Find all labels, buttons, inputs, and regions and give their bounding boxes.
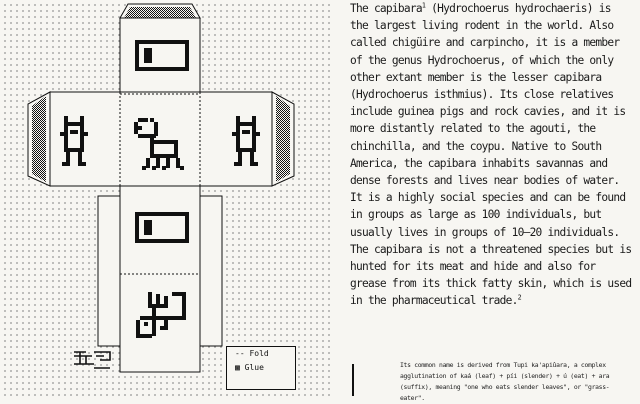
legend-fold-label: Fold	[249, 349, 269, 358]
glue-tab-top	[120, 4, 200, 18]
endnote-ref: 2	[517, 293, 521, 302]
glue-tab-side-right	[200, 196, 222, 346]
hatch-swatch-icon: ▩	[235, 363, 240, 372]
glue-tab-right	[272, 92, 294, 186]
article-text	[350, 0, 632, 310]
footnote-marker-bar	[352, 364, 354, 396]
legend	[226, 346, 296, 390]
glue-tab-side-left	[98, 196, 120, 346]
logo-glyph-icon	[74, 352, 110, 368]
article-body: (Hydrochoerus hydrochaeris) is the largest living rodent in the world. Also called chigüire and carpincho, it is a member of the genus Hydrochoerus, of which the only other extant member is the lesser capibara (Hydrochoerus isthmius). Its close relatives include guinea pigs and rock cavies, and it is more distantly related to the agouti, the chinchilla, and the coypu. Native to South America, the capibara inhabits savannas and dense forests and lives near bodies of water. It is a highly social species and can be found in groups as large as 100 individuals, but usually lives in groups of 10–20 individuals. The capibara is not a threatened species but is hunted for its meat and hide and also for grease from its thick fatty skin, which is used in the pharmaceutical trade.	[350, 2, 632, 308]
glue-tab-left	[28, 92, 50, 186]
footnote: Its common name is derived from Tupi ka'apiûara, a complex agglutination of kaá (leaf) + píi (slender) + ú (eat) + ara (suffix), meaning "one who eats slender leaves", or "grass-eater".	[400, 361, 610, 402]
fold-line-icon: --	[235, 349, 245, 358]
legend-glue	[227, 361, 295, 375]
legend-fold	[227, 347, 295, 361]
legend-glue-label: Glue	[244, 363, 264, 372]
article-paragraph	[350, 0, 632, 310]
footnote-ref: 1	[421, 1, 426, 10]
article-lead: The capibara	[350, 2, 422, 15]
